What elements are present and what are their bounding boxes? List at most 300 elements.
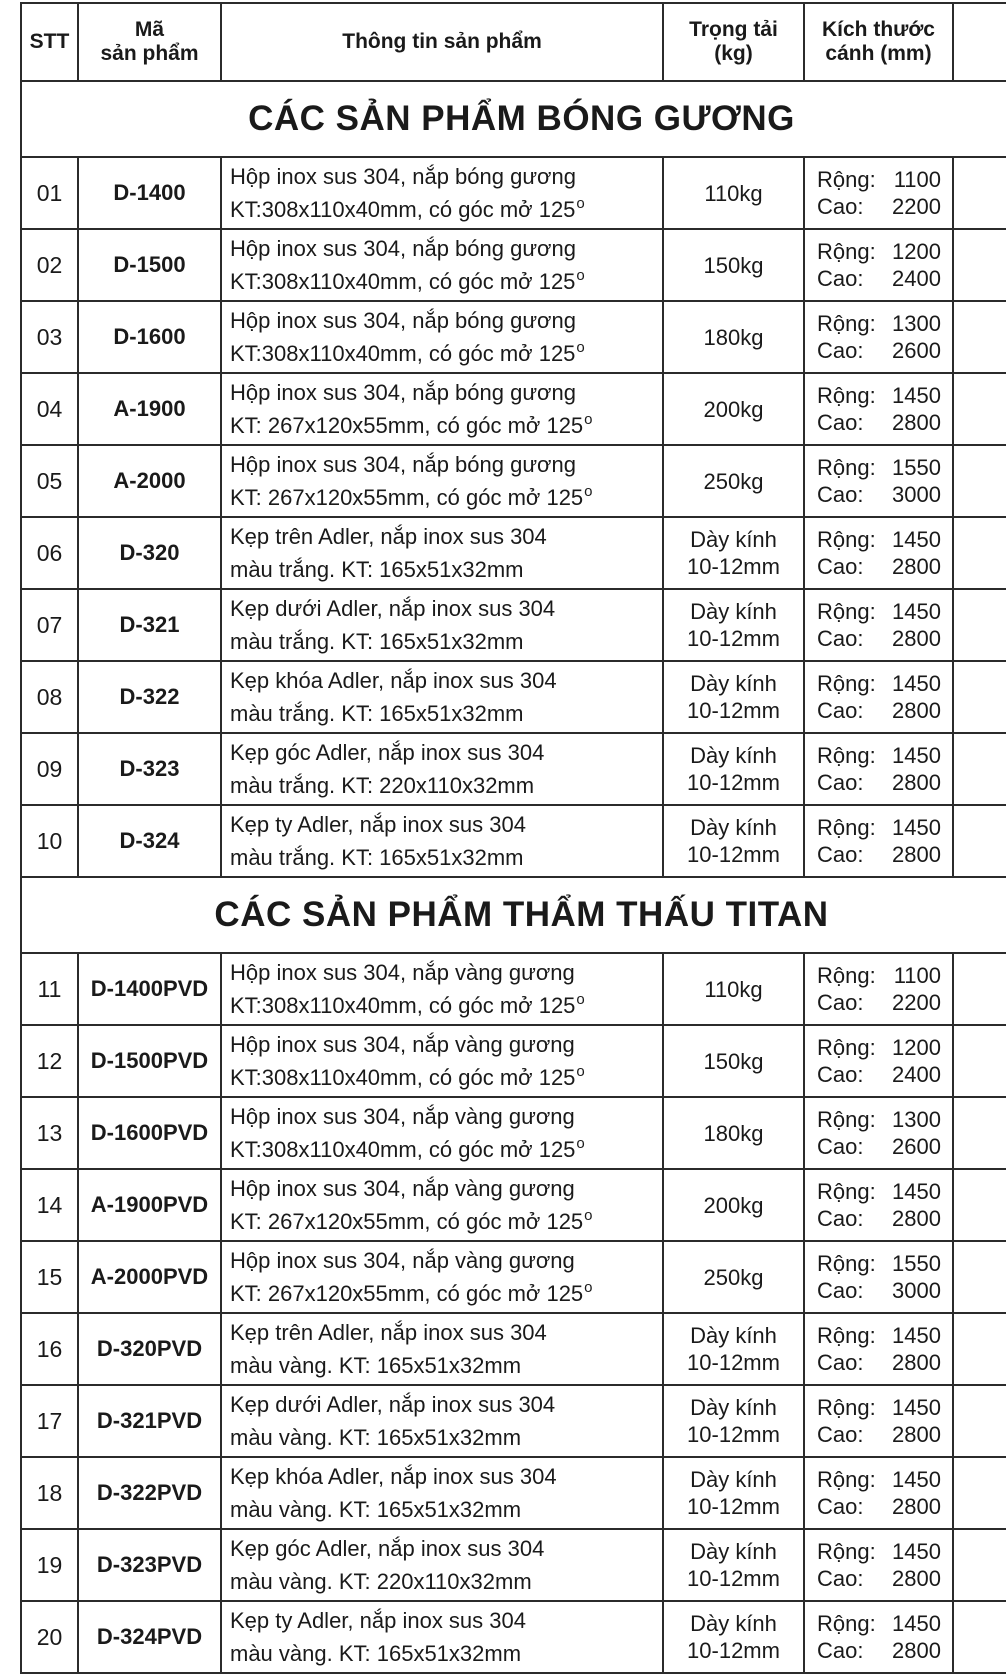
row-stt: 12	[21, 1025, 78, 1097]
row-load	[663, 1241, 804, 1313]
width-value: 1100	[893, 167, 941, 192]
row-load-line1: Dày kính	[690, 671, 777, 696]
row-product-code: A-2000	[78, 445, 221, 517]
width-value: 1200	[892, 239, 941, 264]
row-load	[663, 1457, 804, 1529]
row-door-size	[804, 1313, 953, 1385]
row-extra-cell	[953, 157, 1006, 229]
row-product-info	[221, 229, 663, 301]
width-label: Rộng:	[817, 1179, 876, 1204]
height-value: 2800	[892, 410, 941, 435]
row-height	[817, 841, 941, 868]
height-value: 2800	[892, 1638, 941, 1663]
row-width	[817, 1322, 941, 1349]
row-product-info	[221, 1241, 663, 1313]
row-load-line2: 10-12mm	[687, 770, 780, 795]
row-door-size	[804, 661, 953, 733]
row-extra-cell	[953, 1241, 1006, 1313]
row-extra-cell	[953, 589, 1006, 661]
row-extra-cell	[953, 1529, 1006, 1601]
height-value: 2800	[892, 698, 941, 723]
width-label: Rộng:	[817, 527, 876, 552]
header-code-line1: Mã	[134, 18, 165, 41]
degree-mark: o	[576, 1063, 585, 1080]
row-load-line1: 250kg	[703, 1264, 764, 1290]
row-extra-cell	[953, 953, 1006, 1025]
row-load-line1: 180kg	[703, 324, 764, 350]
row-extra-cell	[953, 517, 1006, 589]
width-value: 1450	[892, 815, 941, 840]
row-height	[817, 1061, 941, 1088]
width-value: 1450	[892, 1179, 941, 1204]
height-value: 2200	[892, 194, 941, 219]
row-load-line1: Dày kính	[690, 1323, 777, 1348]
row-load	[663, 1529, 804, 1601]
row-width	[817, 1538, 941, 1565]
row-info-line2: màu vàng. KT: 165x51x32mm	[230, 1425, 522, 1450]
row-product-info	[221, 1097, 663, 1169]
table-row	[21, 157, 1006, 229]
row-load	[663, 805, 804, 877]
row-extra-cell	[953, 1457, 1006, 1529]
height-value: 2800	[892, 1350, 941, 1375]
row-width	[817, 1250, 941, 1277]
row-load	[663, 953, 804, 1025]
height-value: 2200	[892, 990, 941, 1015]
row-height	[817, 1205, 941, 1232]
row-height	[817, 1493, 941, 1520]
row-load-line1: Dày kính	[690, 1611, 777, 1636]
degree-mark: o	[584, 1279, 593, 1296]
height-label: Cao:	[817, 1062, 864, 1087]
width-label: Rộng:	[817, 239, 876, 264]
row-product-info	[221, 1025, 663, 1097]
row-door-size	[804, 157, 953, 229]
height-value: 2600	[892, 1134, 941, 1159]
row-load	[663, 733, 804, 805]
height-label: Cao:	[817, 842, 864, 867]
row-product-info	[221, 733, 663, 805]
header-stt	[21, 3, 78, 81]
table-row	[21, 445, 1006, 517]
row-info-line2: màu trắng. KT: 165x51x32mm	[230, 557, 524, 582]
row-info-line1: Kẹp ty Adler, nắp inox sus 304	[230, 812, 526, 837]
row-info-line1: Hộp inox sus 304, nắp vàng gương	[230, 960, 575, 985]
table-row	[21, 373, 1006, 445]
table-row	[21, 1601, 1006, 1673]
row-load-line1: 200kg	[703, 1192, 764, 1218]
width-value: 1450	[892, 1395, 941, 1420]
row-info-line1: Hộp inox sus 304, nắp bóng gương	[230, 452, 576, 477]
row-load-line1: 250kg	[703, 468, 764, 494]
row-product-code: A-1900	[78, 373, 221, 445]
row-product-info	[221, 661, 663, 733]
table-row	[21, 1241, 1006, 1313]
row-height	[817, 1637, 941, 1664]
height-label: Cao:	[817, 990, 864, 1015]
header-code-line2: sản phẩm	[100, 42, 199, 65]
height-value: 2800	[892, 1422, 941, 1447]
row-info-line2: màu vàng. KT: 220x110x32mm	[230, 1569, 532, 1594]
row-product-code: D-322	[78, 661, 221, 733]
header-size-line2: cánh (mm)	[825, 42, 932, 65]
row-load-line2: 10-12mm	[687, 1638, 780, 1663]
row-product-info	[221, 1385, 663, 1457]
header-size-line1: Kích thước	[822, 18, 935, 41]
height-value: 2800	[892, 842, 941, 867]
width-label: Rộng:	[817, 311, 876, 336]
row-door-size	[804, 1385, 953, 1457]
table-row	[21, 301, 1006, 373]
width-value: 1450	[892, 743, 941, 768]
table-row	[21, 1529, 1006, 1601]
width-value: 1450	[892, 599, 941, 624]
height-value: 2800	[892, 626, 941, 651]
height-value: 2800	[892, 1566, 941, 1591]
header-product-code	[78, 3, 221, 81]
height-value: 2400	[892, 266, 941, 291]
header-load	[663, 3, 804, 81]
degree-mark: o	[584, 1207, 593, 1224]
height-label: Cao:	[817, 266, 864, 291]
height-label: Cao:	[817, 1278, 864, 1303]
width-label: Rộng:	[817, 455, 876, 480]
height-label: Cao:	[817, 770, 864, 795]
row-stt: 09	[21, 733, 78, 805]
row-product-info	[221, 373, 663, 445]
width-value: 1450	[892, 1467, 941, 1492]
width-value: 1450	[892, 671, 941, 696]
width-label: Rộng:	[817, 1611, 876, 1636]
degree-mark: o	[576, 991, 585, 1008]
width-label: Rộng:	[817, 815, 876, 840]
row-door-size	[804, 1457, 953, 1529]
row-load-line1: 180kg	[703, 1120, 764, 1146]
row-height	[817, 697, 941, 724]
width-value: 1450	[892, 1611, 941, 1636]
row-width	[817, 742, 941, 769]
row-info-line2: KT:308x110x40mm, có góc mở 125$^o$	[230, 1063, 585, 1090]
row-product-code: D-1400	[78, 157, 221, 229]
width-label: Rộng:	[817, 1251, 876, 1276]
row-load-line1: Dày kính	[690, 1467, 777, 1492]
table-row	[21, 1025, 1006, 1097]
row-product-code: D-1600	[78, 301, 221, 373]
height-value: 2800	[892, 554, 941, 579]
section-header-row	[21, 81, 1006, 157]
row-product-code: D-323	[78, 733, 221, 805]
header-load-line1: Trọng tải	[689, 18, 778, 41]
height-value: 2800	[892, 770, 941, 795]
row-stt: 10	[21, 805, 78, 877]
row-load-line2: 10-12mm	[687, 1566, 780, 1591]
row-info-line2: màu vàng. KT: 165x51x32mm	[230, 1641, 522, 1666]
row-extra-cell	[953, 301, 1006, 373]
row-height	[817, 193, 941, 220]
row-product-code: D-324	[78, 805, 221, 877]
row-info-line2: KT: 267x120x55mm, có góc mở 125$^o$	[230, 1279, 593, 1306]
row-width	[817, 526, 941, 553]
table-body	[21, 81, 1006, 1673]
degree-mark: o	[576, 339, 585, 356]
row-height	[817, 1421, 941, 1448]
row-stt: 15	[21, 1241, 78, 1313]
row-extra-cell	[953, 805, 1006, 877]
row-load-line1: Dày kính	[690, 815, 777, 840]
row-width	[817, 1466, 941, 1493]
width-value: 1450	[892, 383, 941, 408]
row-load-line1: Dày kính	[690, 527, 777, 552]
row-load	[663, 157, 804, 229]
width-value: 1100	[893, 963, 941, 988]
row-door-size	[804, 1097, 953, 1169]
table-row	[21, 1385, 1006, 1457]
row-load-line1: Dày kính	[690, 1395, 777, 1420]
row-info-line2: KT:308x110x40mm, có góc mở 125$^o$	[230, 267, 585, 294]
row-product-info	[221, 1457, 663, 1529]
height-label: Cao:	[817, 1422, 864, 1447]
table-row	[21, 953, 1006, 1025]
row-info-line1: Kẹp góc Adler, nắp inox sus 304	[230, 1536, 545, 1561]
degree-mark: o	[576, 1135, 585, 1152]
row-door-size	[804, 805, 953, 877]
row-load-line1: Dày kính	[690, 743, 777, 768]
row-stt: 04	[21, 373, 78, 445]
width-label: Rộng:	[817, 743, 876, 768]
width-value: 1550	[892, 455, 941, 480]
row-height	[817, 481, 941, 508]
section-header-row	[21, 877, 1006, 953]
row-height	[817, 1349, 941, 1376]
row-info-line1: Hộp inox sus 304, nắp bóng gương	[230, 236, 576, 261]
row-stt: 14	[21, 1169, 78, 1241]
row-product-code: D-320PVD	[78, 1313, 221, 1385]
row-load-line1: 150kg	[703, 1048, 764, 1074]
row-product-info	[221, 589, 663, 661]
width-value: 1550	[892, 1251, 941, 1276]
height-value: 2800	[892, 1494, 941, 1519]
row-extra-cell	[953, 1169, 1006, 1241]
section-title: CÁC SẢN PHẨM BÓNG GƯƠNG	[21, 81, 1006, 157]
row-load	[663, 301, 804, 373]
row-load-line1: 150kg	[703, 252, 764, 278]
row-load-line1: Dày kính	[690, 599, 777, 624]
row-width	[817, 310, 941, 337]
row-load	[663, 445, 804, 517]
width-label: Rộng:	[817, 1539, 876, 1564]
row-height	[817, 1133, 941, 1160]
row-info-line2: KT:308x110x40mm, có góc mở 125$^o$	[230, 1135, 585, 1162]
row-door-size	[804, 953, 953, 1025]
row-load-line1: Dày kính	[690, 1539, 777, 1564]
row-load	[663, 1313, 804, 1385]
row-product-code: A-2000PVD	[78, 1241, 221, 1313]
height-value: 2400	[892, 1062, 941, 1087]
row-width	[817, 382, 941, 409]
height-label: Cao:	[817, 1134, 864, 1159]
row-height	[817, 1565, 941, 1592]
row-door-size	[804, 445, 953, 517]
row-load-line2: 10-12mm	[687, 1350, 780, 1375]
height-value: 2600	[892, 338, 941, 363]
row-info-line1: Kẹp khóa Adler, nắp inox sus 304	[230, 1464, 557, 1489]
height-label: Cao:	[817, 554, 864, 579]
height-label: Cao:	[817, 1206, 864, 1231]
row-width	[817, 962, 941, 989]
header-extra-column	[953, 3, 1006, 81]
row-info-line2: KT:308x110x40mm, có góc mở 125$^o$	[230, 991, 585, 1018]
product-spec-table	[20, 2, 1006, 1674]
row-info-line2: KT:308x110x40mm, có góc mở 125$^o$	[230, 339, 585, 366]
width-label: Rộng:	[817, 963, 876, 988]
width-label: Rộng:	[817, 599, 876, 624]
row-info-line1: Kẹp trên Adler, nắp inox sus 304	[230, 1320, 547, 1345]
row-load	[663, 517, 804, 589]
degree-mark: o	[576, 195, 585, 212]
row-extra-cell	[953, 1313, 1006, 1385]
row-info-line1: Hộp inox sus 304, nắp bóng gương	[230, 308, 576, 333]
row-info-line2: màu trắng. KT: 165x51x32mm	[230, 629, 524, 654]
row-product-info	[221, 157, 663, 229]
height-value: 3000	[892, 482, 941, 507]
row-info-line2: KT: 267x120x55mm, có góc mở 125$^o$	[230, 411, 593, 438]
height-label: Cao:	[817, 1350, 864, 1375]
row-door-size	[804, 1169, 953, 1241]
row-info-line1: Kẹp góc Adler, nắp inox sus 304	[230, 740, 545, 765]
row-height	[817, 553, 941, 580]
row-height	[817, 1277, 941, 1304]
row-stt: 02	[21, 229, 78, 301]
row-product-code: D-321	[78, 589, 221, 661]
row-product-info	[221, 805, 663, 877]
row-stt: 13	[21, 1097, 78, 1169]
row-load	[663, 373, 804, 445]
degree-mark: o	[584, 483, 593, 500]
row-door-size	[804, 373, 953, 445]
row-product-code: D-321PVD	[78, 1385, 221, 1457]
row-product-code: D-1400PVD	[78, 953, 221, 1025]
row-info-line2: màu vàng. KT: 165x51x32mm	[230, 1497, 522, 1522]
row-stt: 19	[21, 1529, 78, 1601]
row-width	[817, 598, 941, 625]
row-width	[817, 1610, 941, 1637]
row-load-line2: 10-12mm	[687, 1494, 780, 1519]
row-stt: 17	[21, 1385, 78, 1457]
table-row	[21, 661, 1006, 733]
row-width	[817, 1394, 941, 1421]
row-stt: 20	[21, 1601, 78, 1673]
table-header-row	[21, 3, 1006, 81]
row-stt: 06	[21, 517, 78, 589]
row-info-line1: Hộp inox sus 304, nắp bóng gương	[230, 164, 576, 189]
row-product-code: D-324PVD	[78, 1601, 221, 1673]
width-label: Rộng:	[817, 1467, 876, 1492]
height-label: Cao:	[817, 1638, 864, 1663]
width-label: Rộng:	[817, 1323, 876, 1348]
row-info-line1: Hộp inox sus 304, nắp vàng gương	[230, 1176, 575, 1201]
header-info-label: Thông tin sản phẩm	[342, 30, 542, 53]
row-load-line1: 110kg	[704, 976, 763, 1002]
row-extra-cell	[953, 229, 1006, 301]
row-load-line2: 10-12mm	[687, 842, 780, 867]
header-door-size	[804, 3, 953, 81]
row-door-size	[804, 1025, 953, 1097]
height-label: Cao:	[817, 626, 864, 651]
row-stt: 16	[21, 1313, 78, 1385]
width-value: 1200	[892, 1035, 941, 1060]
row-width	[817, 238, 941, 265]
row-door-size	[804, 589, 953, 661]
width-value: 1450	[892, 1539, 941, 1564]
row-width	[817, 454, 941, 481]
row-info-line1: Kẹp dưới Adler, nắp inox sus 304	[230, 596, 556, 621]
row-info-line1: Hộp inox sus 304, nắp vàng gương	[230, 1032, 575, 1057]
row-width	[817, 670, 941, 697]
row-stt: 03	[21, 301, 78, 373]
row-width	[817, 814, 941, 841]
table-row	[21, 805, 1006, 877]
width-value: 1450	[892, 527, 941, 552]
row-product-info	[221, 301, 663, 373]
height-label: Cao:	[817, 1566, 864, 1591]
height-value: 3000	[892, 1278, 941, 1303]
table-row	[21, 1097, 1006, 1169]
row-door-size	[804, 301, 953, 373]
row-product-code: D-1600PVD	[78, 1097, 221, 1169]
header-load-line2: (kg)	[714, 42, 753, 65]
row-extra-cell	[953, 1385, 1006, 1457]
table-row	[21, 1313, 1006, 1385]
row-info-line1: Kẹp trên Adler, nắp inox sus 304	[230, 524, 547, 549]
row-load	[663, 229, 804, 301]
row-load	[663, 1601, 804, 1673]
row-product-code: A-1900PVD	[78, 1169, 221, 1241]
row-height	[817, 989, 941, 1016]
row-stt: 05	[21, 445, 78, 517]
row-info-line2: KT:308x110x40mm, có góc mở 125$^o$	[230, 195, 585, 222]
row-stt: 07	[21, 589, 78, 661]
table-row	[21, 1169, 1006, 1241]
row-info-line1: Hộp inox sus 304, nắp vàng gương	[230, 1248, 575, 1273]
width-label: Rộng:	[817, 167, 876, 192]
row-door-size	[804, 517, 953, 589]
row-height	[817, 769, 941, 796]
row-product-code: D-1500	[78, 229, 221, 301]
height-label: Cao:	[817, 1494, 864, 1519]
row-extra-cell	[953, 733, 1006, 805]
row-height	[817, 409, 941, 436]
table-row	[21, 589, 1006, 661]
section-title: CÁC SẢN PHẨM THẨM THẤU TITAN	[21, 877, 1006, 953]
row-info-line1: Hộp inox sus 304, nắp bóng gương	[230, 380, 576, 405]
width-label: Rộng:	[817, 671, 876, 696]
height-label: Cao:	[817, 482, 864, 507]
row-load	[663, 1025, 804, 1097]
row-width	[817, 1106, 941, 1133]
row-extra-cell	[953, 445, 1006, 517]
row-info-line1: Kẹp khóa Adler, nắp inox sus 304	[230, 668, 557, 693]
width-value: 1450	[892, 1323, 941, 1348]
height-label: Cao:	[817, 338, 864, 363]
row-product-info	[221, 445, 663, 517]
row-info-line2: màu trắng. KT: 165x51x32mm	[230, 845, 524, 870]
height-value: 2800	[892, 1206, 941, 1231]
header-stt-label: STT	[29, 30, 70, 53]
header-product-info	[221, 3, 663, 81]
width-value: 1300	[892, 311, 941, 336]
row-product-code: D-320	[78, 517, 221, 589]
row-height	[817, 625, 941, 652]
